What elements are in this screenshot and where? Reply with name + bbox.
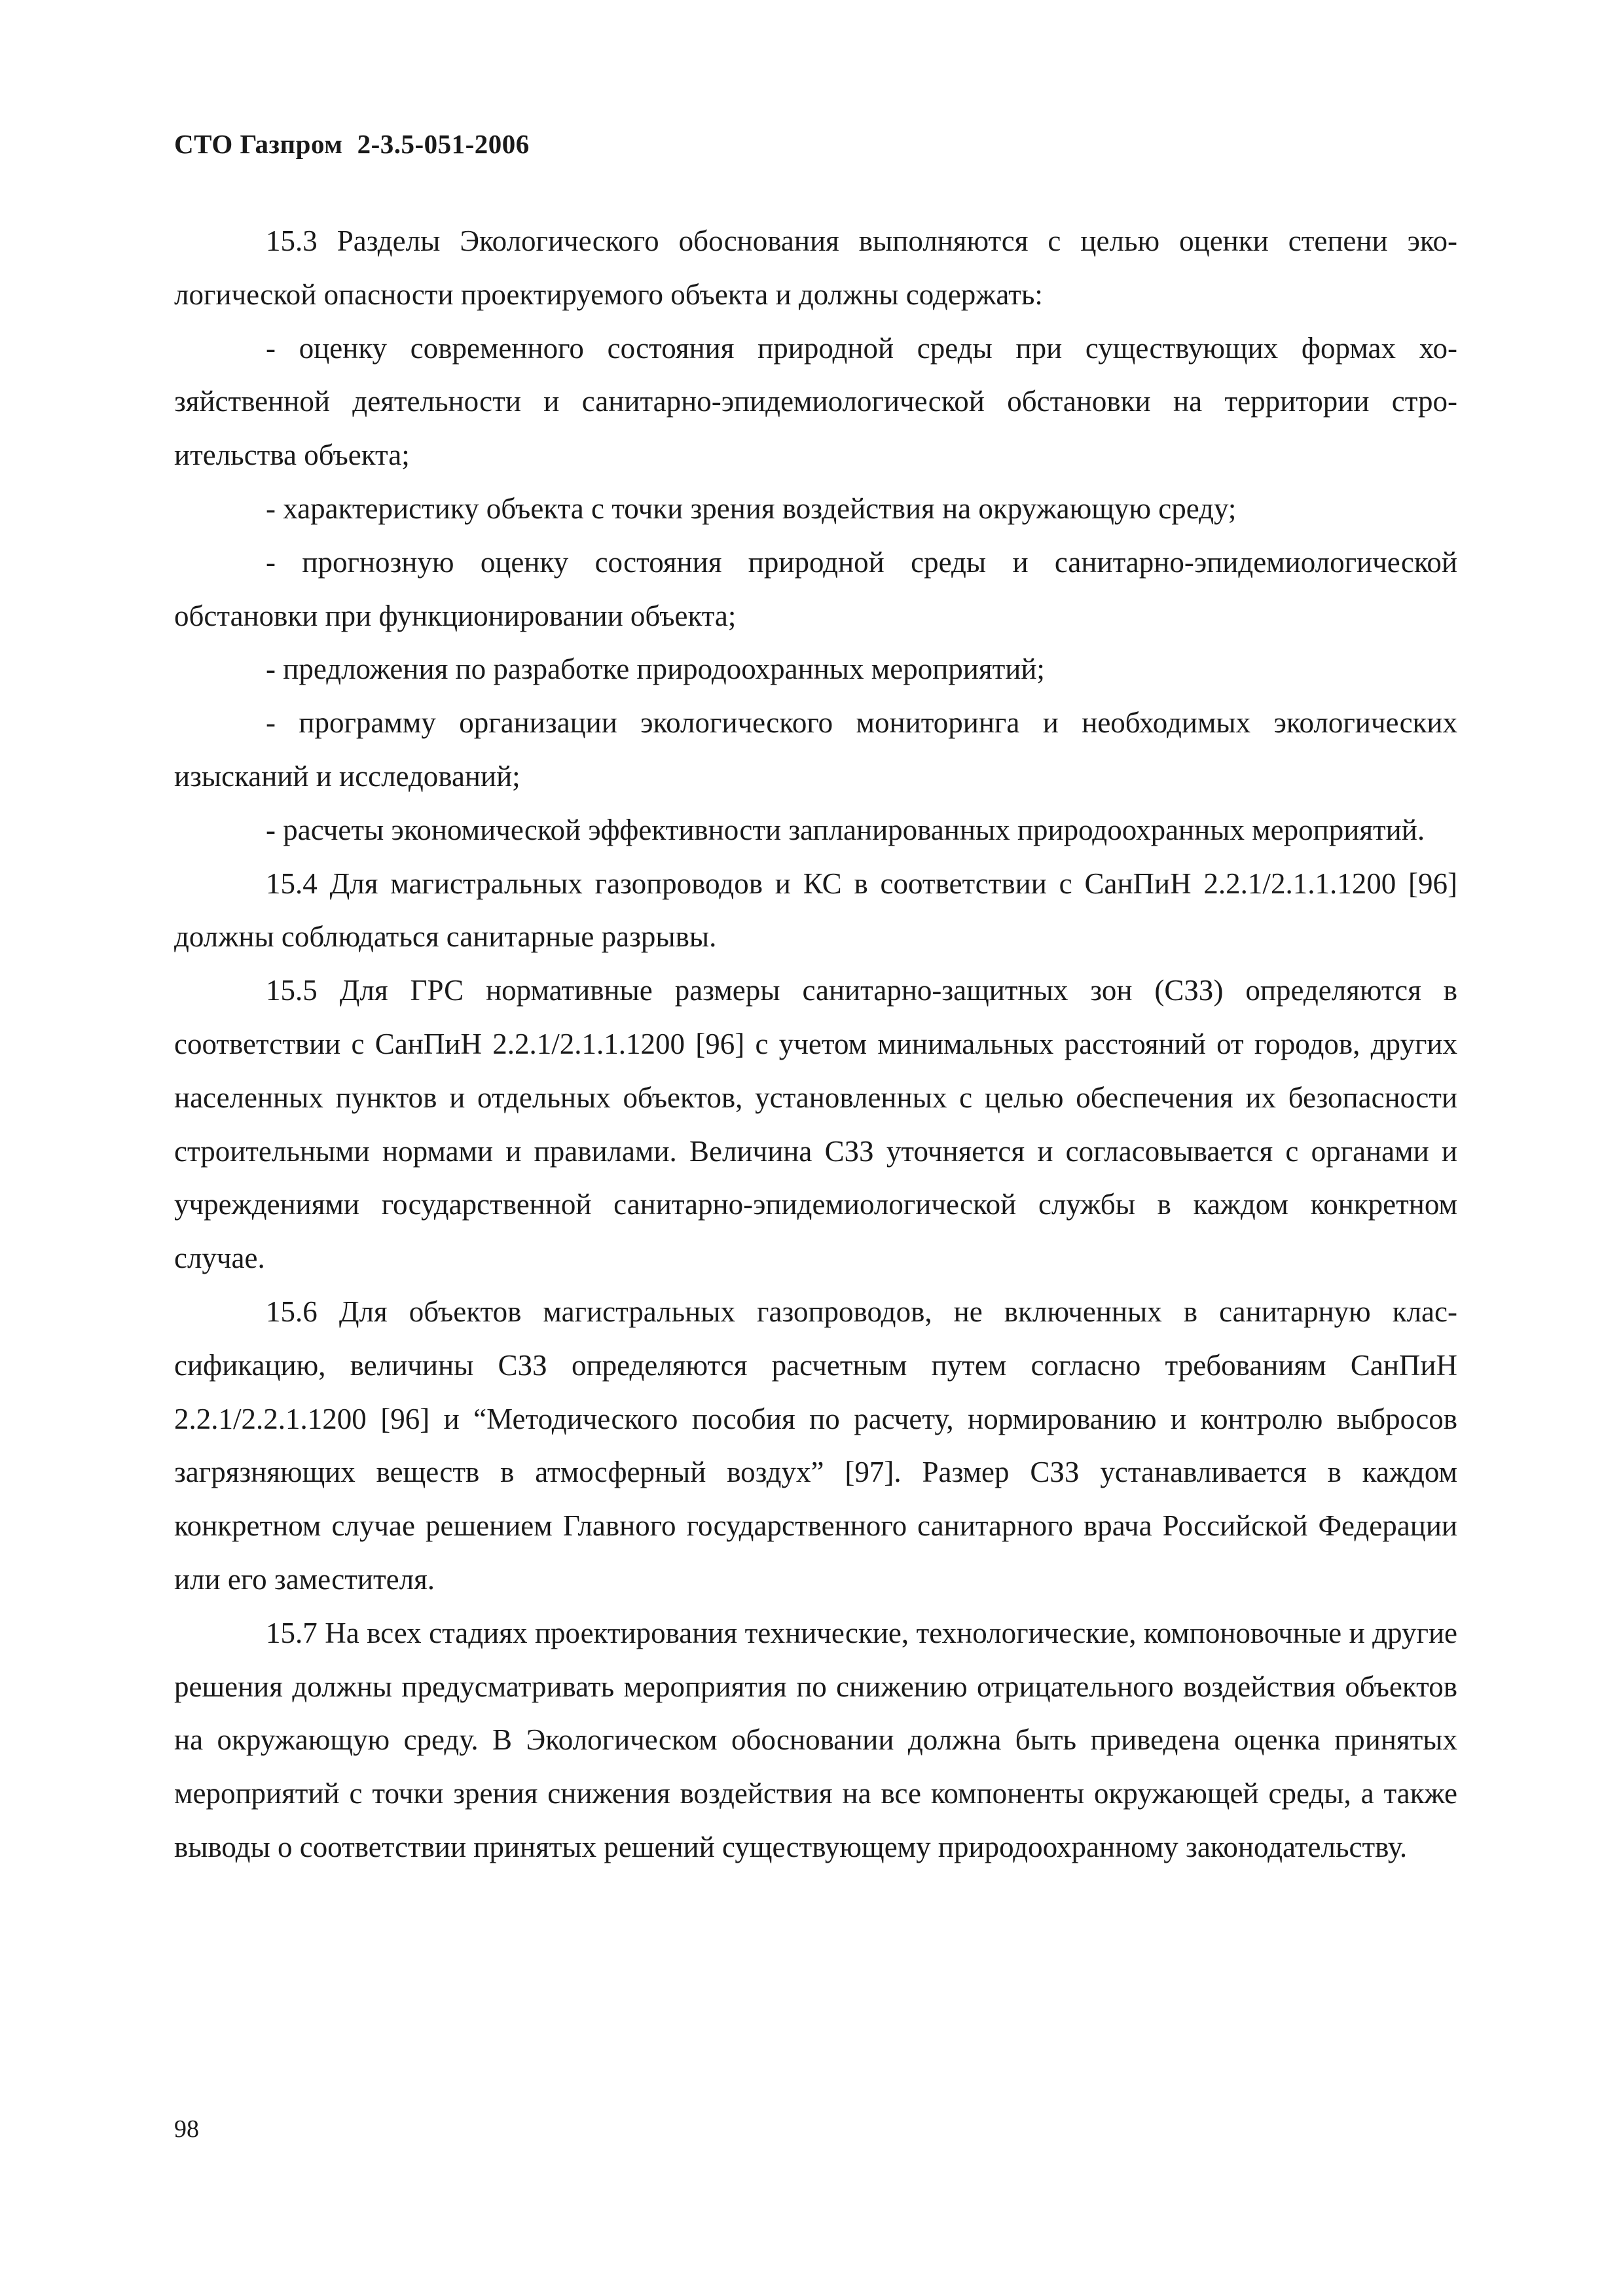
list-item: - предложения по разработке природоохранных мероприятий; xyxy=(266,653,1045,686)
paragraph-15-3: 15.3 Разделы Экологического обоснования выполняются с целью оценки степени экологической опасности проектируемого объекта и должны содержать: xyxy=(174,224,1457,311)
header-org: СТО Газпром xyxy=(174,129,343,159)
page-number: 98 xyxy=(174,2115,199,2143)
list-item: - оценку современного состояния природной среды при существующих формах хозяйственной деятельности и санитарно-эпидемиологической обстановки на территории строительства объекта; xyxy=(174,331,1457,472)
paragraph-15-4: 15.4 Для магистральных газопроводов и КС в соответствии с СанПиН 2.2.1/2.1.1.1200 [96] должны соблюдаться санитарные разрывы. xyxy=(174,867,1457,954)
paragraph-15-5: 15.5 Для ГРС нормативные размеры санитарно-защитных зон (СЗЗ) определяются в соответствии с СанПиН 2.2.1/2.1.1.1200 [96] с учетом минимальных расстояний от городов, других населенных пунктов и отдельных объектов, установленных с целью обеспечения их безопасности строительными нормами и правилами. Величина СЗЗ уточняется и согласовывается с органами и учреждениями государственной санитарно-эпидемиологической службы в каждом конкретном случае. xyxy=(174,974,1457,1275)
document-body xyxy=(174,215,1457,1874)
list-item: - прогнозную оценку состояния природной среды и санитарно-эпидемиологической обстановки при функционировании объекта; xyxy=(174,545,1457,632)
paragraph-15-7: 15.7 На всех стадиях проектирования технические, технологические, компоновочные и другие решения должны предусматривать мероприятия по снижению отрицательного воздействия объектов на окружающую среду. В Экологическом обосновании должна быть приведена оценка принятых мероприятий с точки зрения снижения воздействия на все компоненты окружающей среды, а также выводы о соответствии принятых решений существующему природоохранному законодательству. xyxy=(174,1616,1457,1863)
list-item: - расчеты экономической эффективности запланированных природоохранных мероприятий. xyxy=(266,813,1425,846)
list-item: - программу организации экологического мониторинга и необходимых экологических изысканий и исследований; xyxy=(174,706,1457,793)
list-item: - характеристику объекта с точки зрения воздействия на окружающую среду; xyxy=(266,492,1237,525)
header-standard-code: 2-3.5-051-2006 xyxy=(357,129,530,159)
page-header xyxy=(174,128,530,160)
paragraph-15-6: 15.6 Для объектов магистральных газопроводов, не включенных в санитарную классификацию, величины СЗЗ определяются расчетным путем согласно требованиям СанПиН 2.2.1/2.2.1.1200 [96] и “Методического пособия по расчету, нормированию и контролю выбросов загрязняющих веществ в атмосферный воздух” [97]. Размер СЗЗ устанавливается в каждом конкретном случае решением Главного государственного санитарного врача Российской Федерации или его заместителя. xyxy=(174,1295,1457,1596)
